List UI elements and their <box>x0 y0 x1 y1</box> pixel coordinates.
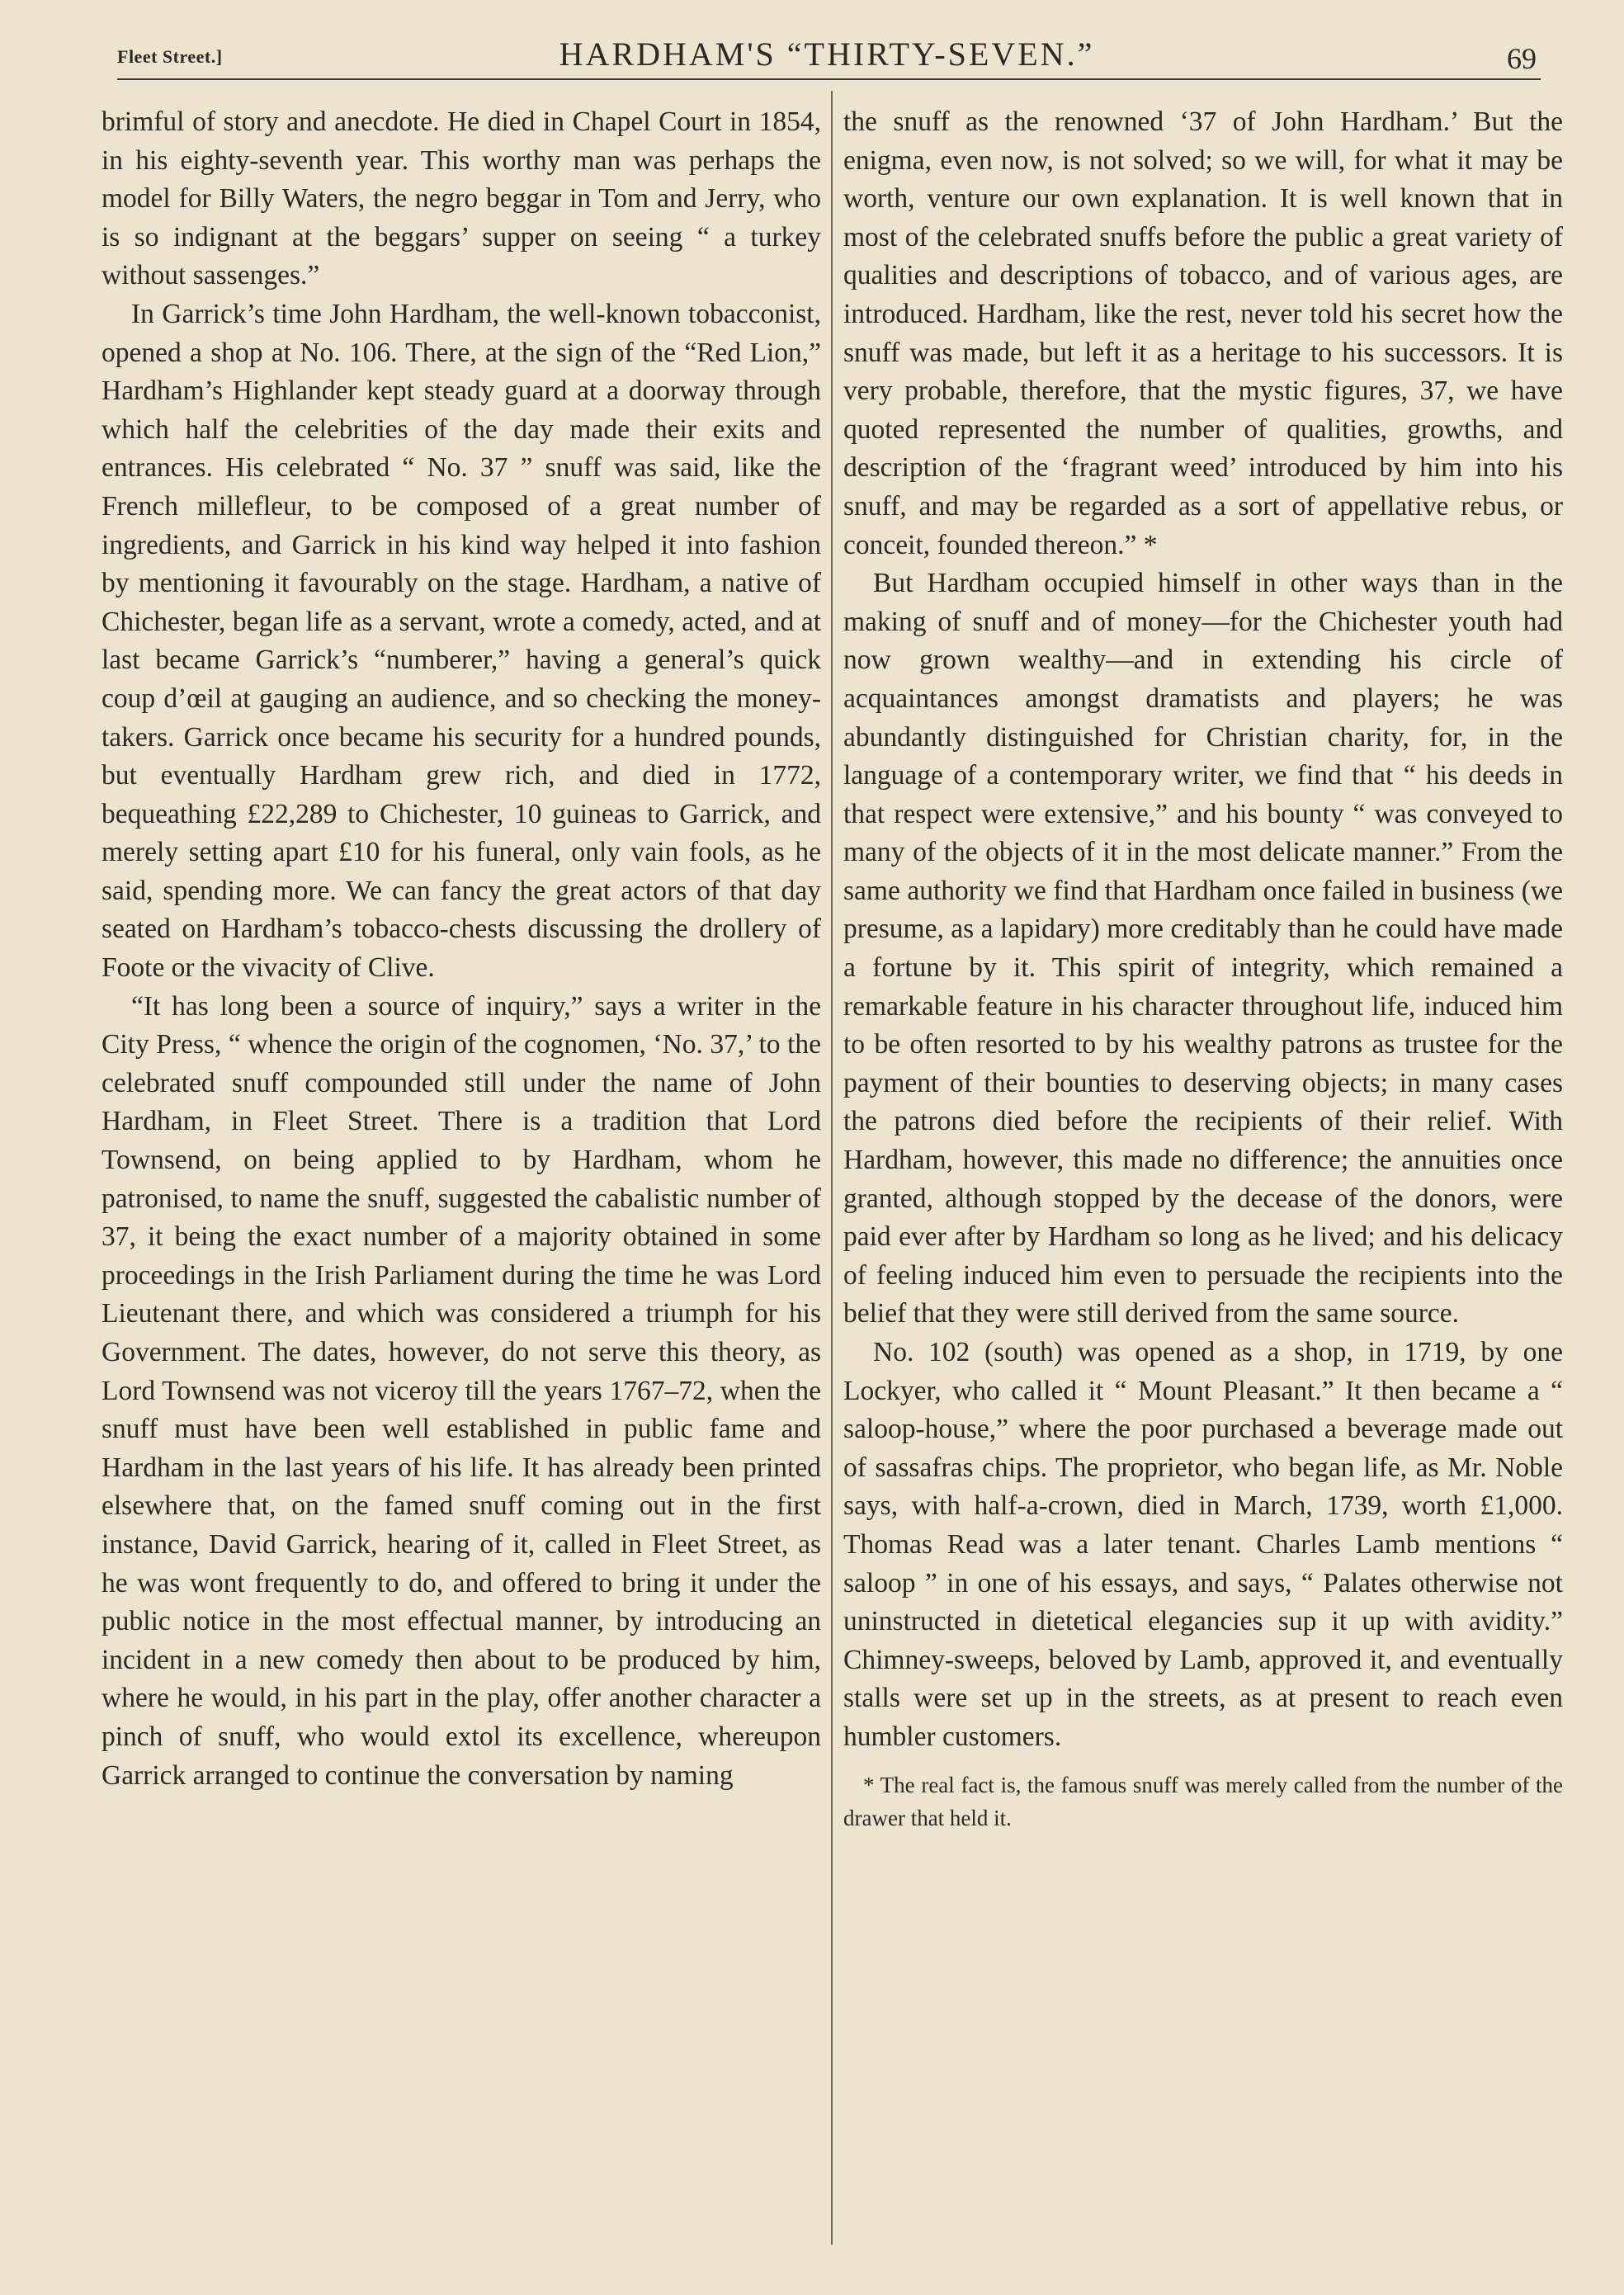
right-column <box>843 103 1563 1835</box>
paragraph: “It has long been a source of inquiry,” says a writer in the City Press, “ whence the origin of the cognomen, ‘No. 37,’ to the celebrated snuff compounded still under the name of John Hardham, in Fleet Street. There is a tradition that Lord Townsend, on being applied to by Hardham, whom he patronised, to name the snuff, suggested the cabalistic number of 37, it being the exact number of a majority obtained in some proceedings in the Irish Parliament during the time he was Lord Lieutenant there, and which was considered a triumph for his Government. The dates, however, do not serve this theory, as Lord Townsend was not viceroy till the years 1767–72, when the snuff must have been well established in public fame and Hardham in the last years of his life. It has already been printed elsewhere that, on the famed snuff coming out in the first instance, David Garrick, hearing of it, called in Fleet Street, as he was wont frequently to do, and offered to bring it under the public notice in the most effectual manner, by introducing an incident in a new comedy then about to be produced by him, where he would, in his part in the play, offer another character a pinch of snuff, who would extol its excellence, whereupon Garrick arranged to continue the conversation by naming <box>102 990 821 1791</box>
left-column <box>102 103 821 1795</box>
paragraph: brimful of story and anecdote. He died in Chapel Court in 1854, in his eighty-seventh year. This worthy man was perhaps the model for Billy Waters, the negro beggar in Tom and Jerry, who is so indignant at the beggars’ supper on seeing “ a turkey without sassenges.” <box>102 106 821 291</box>
page-title: HARDHAM'S “THIRTY-SEVEN.” <box>559 35 1095 73</box>
paragraph: But Hardham occupied himself in other ways than in the making of snuff and of money—for the Chichester youth had now grown wealthy—and in extending his circle of acquaintances amongst dramatists and players; he was abundantly distinguished for Christian charity, for, in the language of a contemporary writer, we find that “ his deeds in that respect were extensive,” and his bounty “ was conveyed to many of the objects of it in the most delicate manner.” From the same authority we find that Hardham once failed in business (we presume, as a lapidary) more creditably than he could have made a fortune by it. This spirit of integrity, which remained a remarkable feature in his character throughout life, induced him to be often resorted to by his wealthy patrons as trustee for the payment of their bounties to deserving objects; in many cases the patrons died before the recipients of their relief. With Hardham, however, this made no difference; the annuities once granted, although stopped by the decease of the donors, were paid ever after by Hardham so long as he lived; and his delicacy of feeling induced him even to persuade the recipients into the belief that they were still derived from the same source. <box>843 568 1563 1329</box>
header-rule <box>117 78 1541 80</box>
paragraph: In Garrick’s time John Hardham, the well-known tobacconist, opened a shop at No. 106. There, at the sign of the “Red Lion,” Hardham’s Highlander kept steady guard at a doorway through which half the celebrities of the day made their exits and entrances. His celebrated “ No. 37 ” snuff was said, like the French millefleur, to be composed of a great number of ingredients, and Garrick in his kind way helped it into fashion by mentioning it favourably on the stage. Hardham, a native of Chichester, began life as a servant, wrote a comedy, acted, and at last became Garrick’s “numberer,” having a general’s quick coup d’œil at gauging an audience, and so checking the money-takers. Garrick once became his security for a hundred pounds, but eventually Hardham grew rich, and died in 1772, bequeathing £22,289 to Chichester, 10 guineas to Garrick, and merely setting apart £10 for his funeral, only vain fools, as he said, spending more. We can fancy the great actors of that day seated on Hardham’s tobacco-chests discussing the drollery of Foote or the vivacity of Clive. <box>102 298 821 984</box>
paragraph: the snuff as the renowned ‘37 of John Hardham.’ But the enigma, even now, is not solved; so we will, for what it may be worth, venture our own explanation. It is well known that in most of the celebrated snuffs before the public a great variety of qualities and descriptions of tobacco, and of various ages, are introduced. Hardham, like the rest, never told his secret how the snuff was made, but left it as a heritage to his successors. It is very probable, therefore, that the mystic figures, 37, we have quoted represented the number of qualities, growths, and description of the ‘fragrant weed’ introduced by him into his snuff, and may be regarded as a sort of appellative rebus, or conceit, founded thereon.” * <box>843 106 1563 560</box>
section-label: Fleet Street.] <box>117 46 223 67</box>
column-divider <box>831 91 833 2245</box>
paragraph: No. 102 (south) was opened as a shop, in 1719, by one Lockyer, who called it “ Mount Pleasant.” It then became a “ saloop-house,” where the poor purchased a beverage made out of sassafras chips. The proprietor, who began life, as Mr. Noble says, with half-a-crown, died in March, 1739, worth £1,000. Thomas Read was a later tenant. Charles Lamb mentions “ saloop ” in one of his essays, and says, “ Palates otherwise not uninstructed in dietetical elegancies sup it up with avidity.” Chimney-sweeps, beloved by Lamb, approved it, and eventually stalls were set up in the streets, as at present to reach even humbler customers. <box>843 1337 1563 1752</box>
running-head <box>117 33 1537 83</box>
footnote: * The real fact is, the famous snuff was merely called from the number of the drawer that held it. <box>843 1772 1563 1830</box>
page-number: 69 <box>1507 42 1537 75</box>
